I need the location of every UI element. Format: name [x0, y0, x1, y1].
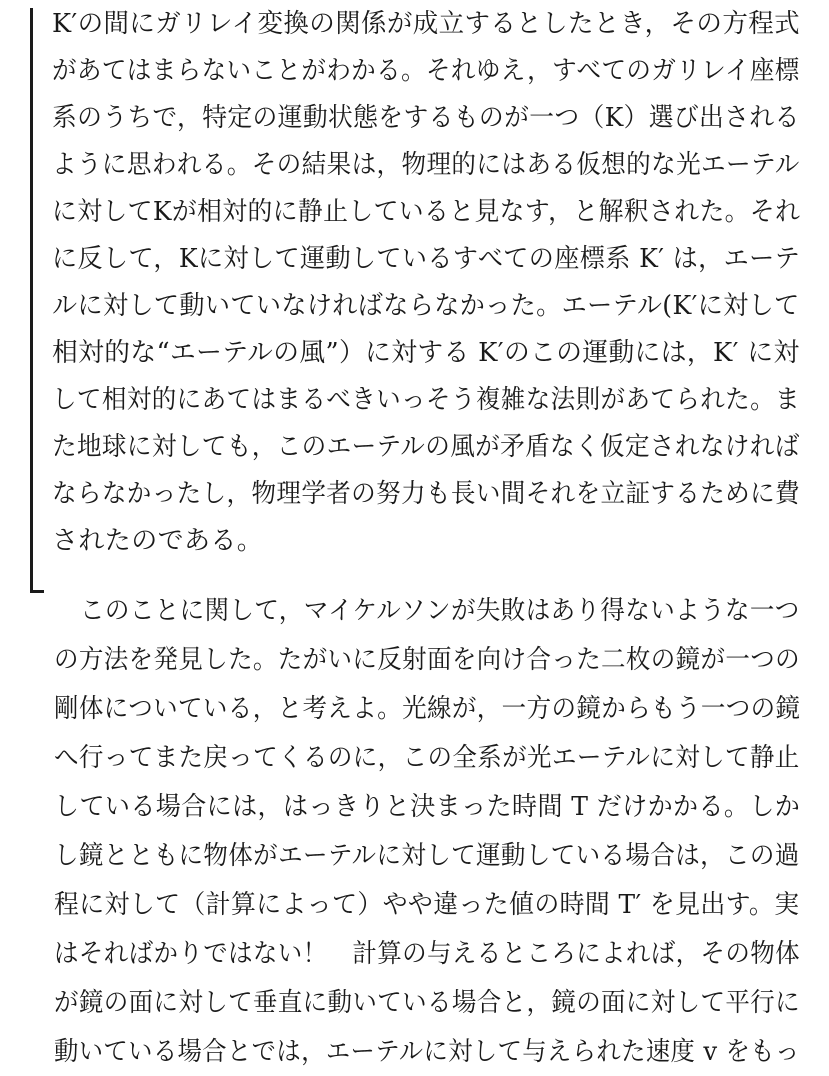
text-line: はそればかりではない！ 計算の与えるところによれば，その物体 — [54, 939, 800, 969]
text-line: 相対的な“エーテルの風”）に対する K′のこの運動には，K′ に対 — [52, 338, 800, 368]
text-line: に対してKが相対的に静止していると見なす，と解釈された。それ — [52, 197, 801, 227]
text-line: があてはまらないことがわかる。それゆえ，すべてのガリレイ座標 — [52, 56, 800, 86]
text-line: ルに対して動いていなければならなかった。エーテル(K′に対して — [52, 291, 800, 321]
text-line: た地球に対しても，このエーテルの風が矛盾なく仮定されなければ — [52, 432, 800, 462]
text-line: ならなかったし，物理学者の努力も長い間それを立証するために費 — [52, 479, 800, 509]
text-line: して相対的にあてはまるべきいっそう複雑な法則があてられた。ま — [52, 385, 800, 415]
text-line: このことに関して，マイケルソンが失敗はあり得ないような一つ — [80, 596, 800, 626]
text-line: ように思われる。その結果は，物理的にはある仮想的な光エーテル — [52, 150, 800, 180]
text-line: 程に対して（計算によって）やや違った値の時間 T′ を見出す。実 — [54, 890, 800, 920]
text-line: 剛体についている，と考えよ。光線が，一方の鏡からもう一つの鏡 — [54, 694, 801, 724]
margin-bracket — [30, 8, 44, 593]
text-line: している場合には，はっきりと決まった時間 T だけかかる。しか — [54, 792, 801, 822]
text-line: し鏡とともに物体がエーテルに対して運動している場合は，この過 — [54, 841, 800, 871]
text-line: に反して，Kに対して運動しているすべての座標系 K′ は，エーテ — [52, 244, 801, 274]
text-line: へ行ってまた戻ってくるのに，この全系が光エーテルに対して静止 — [54, 743, 800, 773]
text-line: されたのである。 — [52, 526, 264, 556]
text-line: K′の間にガリレイ変換の関係が成立するとしたとき，その方程式 — [52, 9, 800, 39]
text-line: 系のうちで，特定の運動状態をするものが一つ（K）選び出される — [52, 103, 800, 133]
text-line: が鏡の面に対して垂直に動いている場合と，鏡の面に対して平行に — [54, 988, 800, 1018]
text-line: の方法を発見した。たがいに反射面を向け合った二枚の鏡が一つの — [54, 645, 800, 675]
text-line: 動いている場合とでは，エーテルに対して与えられた速度 v をもっ — [54, 1037, 800, 1067]
